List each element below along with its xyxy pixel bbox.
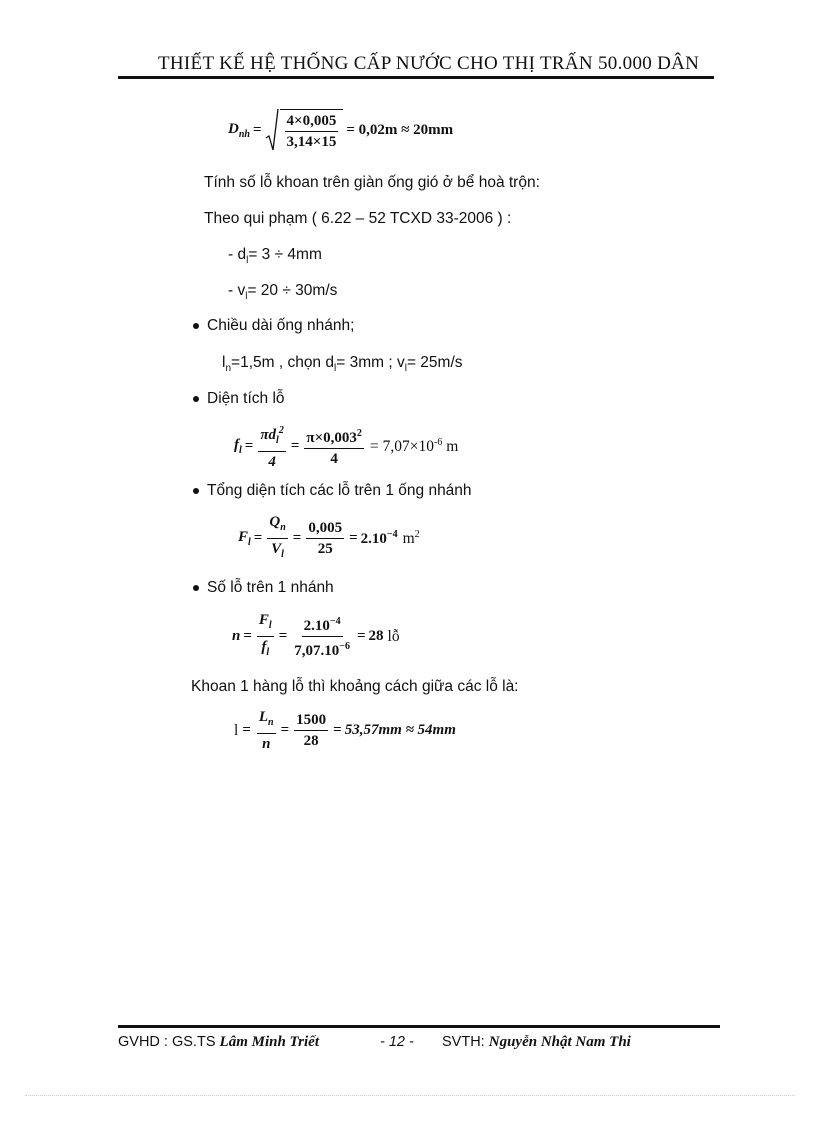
equation-hole-count: n = $\frac{F_l}{f_l}$ = $\frac{2.10^{-4}}{7,07.10^{-6}}$ = 28 lỗ: [232, 612, 400, 659]
footer-student: SVTH: Nguyễn Nhật Nam Thi: [442, 1034, 631, 1050]
paragraph-hole-count-intro: Tính số lỗ khoan trên giàn ống gió ở bể hoà trộn:: [204, 174, 540, 191]
eq1-sqrt: [265, 108, 344, 152]
page-bottom-border: [25, 1095, 795, 1096]
header-rule: [118, 76, 714, 79]
page-header-title: THIẾT KẾ HỆ THỐNG CẤP NƯỚC CHO THỊ TRẤN 50.000 DÂN: [158, 53, 700, 74]
footer-supervisor: GVHD : GS.TS Lâm Minh Triết: [118, 1034, 319, 1050]
bullet-hole-area: Diện tích lỗ: [207, 390, 285, 407]
bullet-icon: [193, 585, 199, 591]
eq1-result: = 0,02m ≈ 20mm: [346, 121, 454, 138]
eq2-result: $7,07\times 10^{-6}$ m: [382, 436, 459, 456]
equation-hole-area: $f_l$ = $\frac{\pi d_l^2}{4}$ = $\frac{\pi\times 0,003^2}{4}$ = $7,07\times 10^{-6}$ m: [234, 422, 458, 471]
paragraph-hole-spacing-intro: Khoan 1 hàng lỗ thì khoảng cách giữa các lỗ là:: [191, 678, 519, 695]
list-item-hole-diameter: - $d_l= 3 \div 4mm$: [228, 246, 322, 267]
radical-sign: [265, 108, 279, 152]
supervisor-name: Lâm Minh Triết: [219, 1034, 319, 1050]
eq1-denominator: 3,14×15: [286, 134, 337, 150]
student-name: Nguyễn Nhật Nam Thi: [488, 1034, 631, 1050]
eq1-lhs: $D_{nh}$: [228, 120, 250, 140]
bullet-icon: [193, 323, 199, 329]
equation-total-area: $F_l$ = $\frac{Q_n}{V_l}$ = $\frac{0,005}{25}$ = $2.10^{-4}$ $m^2$: [238, 514, 420, 560]
bullet-holes-per-branch: Số lỗ trên 1 nhánh: [207, 579, 334, 596]
list-item-velocity: - $v_l= 20 \div 30m/s$: [228, 282, 338, 303]
bullet-branch-length: Chiều dài ống nhánh;: [207, 317, 355, 334]
equation-pipe-diameter: $D_{nh}$ = $\frac{4\times 0,005}{3,14\times 15}$ = 0,02m ≈ 20mm: [228, 108, 453, 152]
paragraph-standard-ref: Theo qui phạm ( 6.22 – 52 TCXD 33-2006 ) :: [204, 210, 512, 227]
bullet-total-hole-area: Tổng diện tích các lỗ trên 1 ống nhánh: [207, 482, 472, 499]
footer-rule: [118, 1025, 720, 1028]
line-branch-length-values: $l_n=1,5m$ , chọn $d_l= 3mm$ ; $v_l= 25m/s$: [222, 354, 463, 375]
bullet-icon: [193, 396, 199, 402]
page-number: - 12 -: [380, 1034, 414, 1050]
equation-hole-spacing: l = $\frac{L_n}{n}$ = $\frac{1500}{28}$ = 53,57mm ≈ 54mm: [234, 709, 456, 752]
bullet-icon: [193, 488, 199, 494]
eq1-numerator: 4×0,005: [285, 112, 339, 132]
